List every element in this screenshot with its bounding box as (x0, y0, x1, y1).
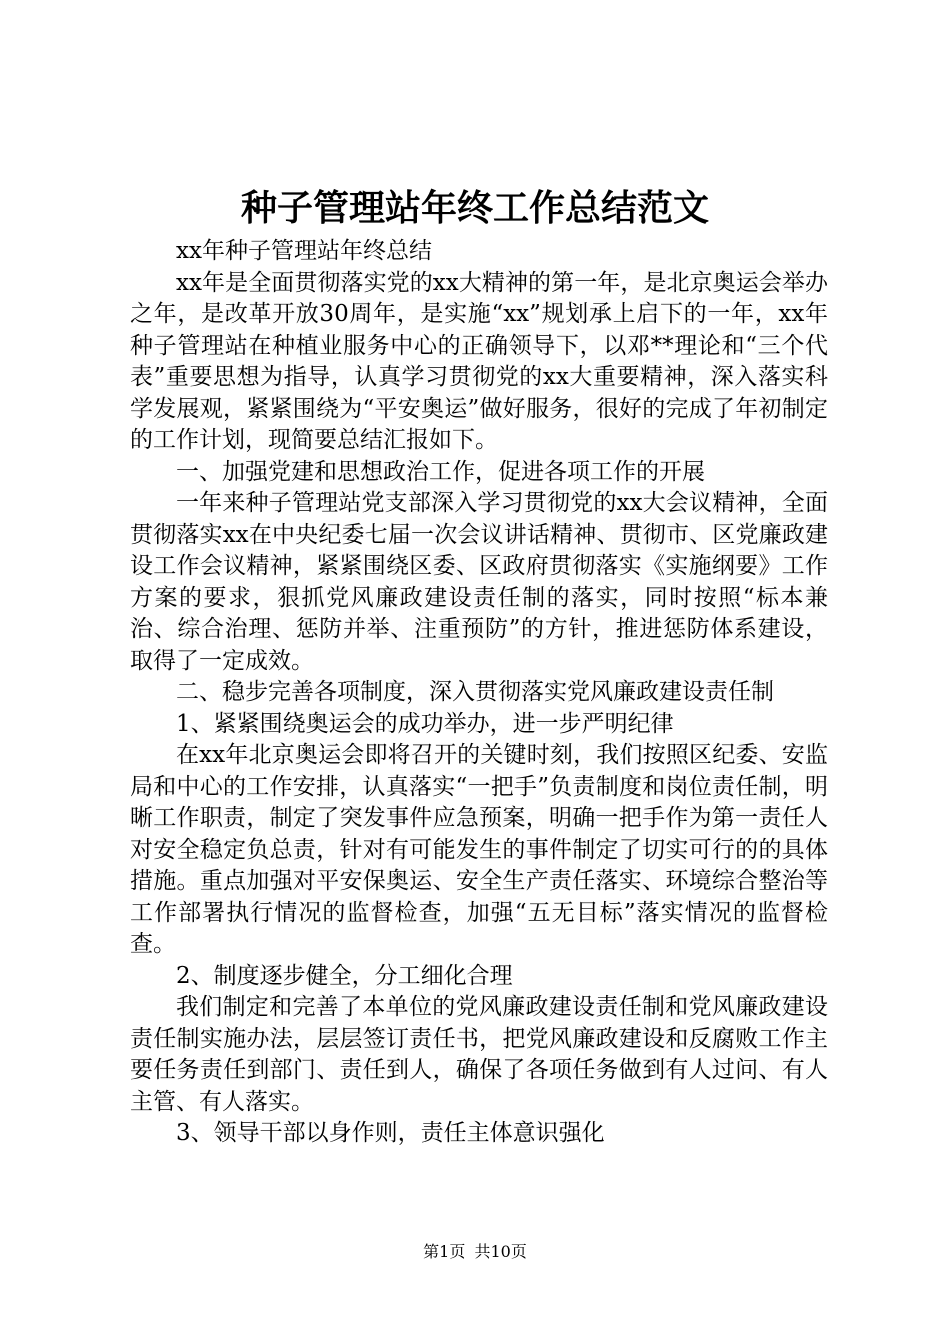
section-heading: 一、加强党建和思想政治工作，促进各项工作的开展 (176, 458, 705, 485)
document-title: 种子管理站年终工作总结范文 (240, 187, 709, 229)
section-heading: 二、稳步完善各项制度，深入贯彻落实党风廉政建设责任制 (176, 679, 774, 705)
page-footer (0, 1240, 950, 1264)
subsection-heading: 3、领导干部以身作则，责任主体意识强化 (176, 1120, 605, 1146)
document-body (130, 236, 828, 1150)
paragraph: xx年是全面贯彻落实党的xx大精神的第一年，是北京奥运会举办之年，是改革开放30周年，是实施“xx”规划承上启下的一年，xx年种子管理站在种植业服务中心的正确领导下，以邓**理论和“三个代表”重要思想为指导，认真学习贯彻党的xx大重要精神，深入落实科学发展观，紧紧围绕为“平安奥运”做好服务，很好的完成了年初制定的工作计划，现简要总结汇报如下。 (130, 269, 828, 453)
paragraph: 我们制定和完善了本单位的党风廉政建设责任制和党风廉政建设责任制实施办法，层层签订责任书，把党风廉政建设和反腐败工作主要任务责任到部门、责任到人，确保了各项任务做到有人过问、有人主管、有人落实。 (130, 994, 828, 1115)
paragraph-subtitle: xx年种子管理站年终总结 (176, 238, 432, 264)
paragraph: 一年来种子管理站党支部深入学习贯彻党的xx大会议精神，全面贯彻落实xx在中央纪委七届一次会议讲话精神、贯彻市、区党廉政建设工作会议精神，紧紧围绕区委、区政府贯彻落实《实施纲要》工作方案的要求，狠抓党风廉政建设责任制的落实，同时按照“标本兼治、综合治理、惩防并举、注重预防”的方针，推进惩防体系建设，取得了一定成效。 (130, 490, 828, 674)
paragraph: 在xx年北京奥运会即将召开的关键时刻，我们按照区纪委、安监局和中心的工作安排，认真落实“一把手”负责制度和岗位责任制，明晰工作职责，制定了突发事件应急预案，明确一把手作为第一责任人对安全稳定负总责，针对有可能发生的事件制定了切实可行的的具体措施。重点加强对平安保奥运、安全生产责任落实、环境综合整治等工作部署执行情况的监督检查，加强“五无目标”落实情况的监督检查。 (130, 742, 828, 957)
subsection-heading: 1、紧紧围绕奥运会的成功举办，进一步严明纪律 (176, 710, 674, 737)
page-total: 共10页 (474, 1242, 527, 1261)
page-number: 第1页 (423, 1242, 466, 1261)
subsection-heading: 2、制度逐步健全，分工细化合理 (176, 962, 513, 989)
